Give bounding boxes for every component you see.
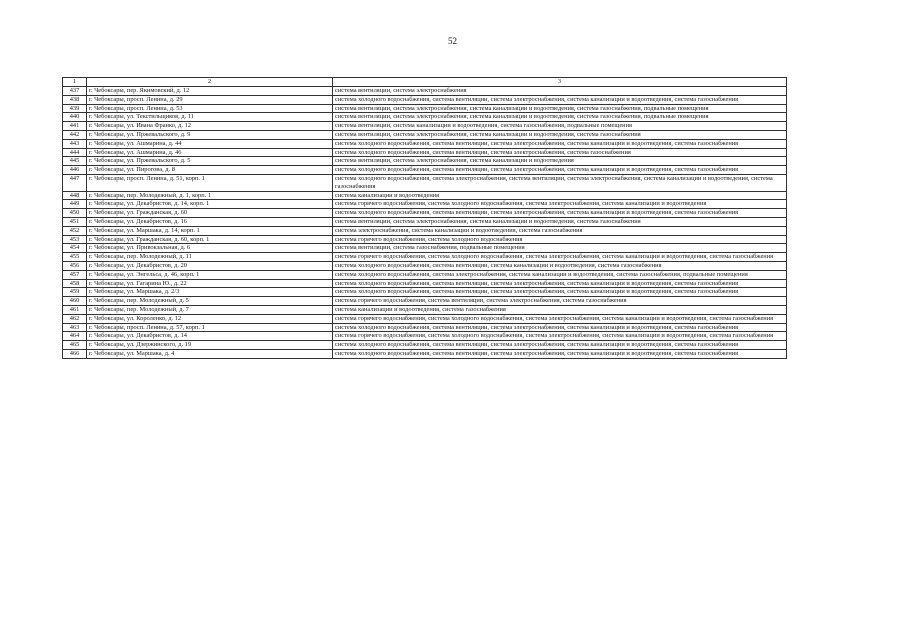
row-address: г. Чебоксары, просп. Ленина, д. 29 [87,95,333,104]
row-systems: система холодного водоснабжения, система вентиляции, система электроснабжения, система канализации и водоотведения, система газоснабжения [333,323,787,332]
row-address: г. Чебоксары, просп. Ленина, д. 53 [87,104,333,113]
row-systems: система канализации и водоотведения, система газоснабжения [333,305,787,314]
row-address: г. Чебоксары, ул. Энгельса, д. 46, корп. 1 [87,270,333,279]
row-number: 456 [63,261,87,270]
table-row [63,217,787,226]
row-address: г. Чебоксары, ул. Короленко, д. 12 [87,314,333,323]
row-number: 439 [63,104,87,113]
row-address: г. Чебоксары, ул. Маршака, д. 14, корп. 1 [87,226,333,235]
row-number: 450 [63,209,87,218]
row-number: 458 [63,279,87,288]
row-systems: система вентиляции, система электроснабжения, система канализации и водоотведения [333,157,787,166]
registry-table [62,77,787,359]
row-systems: система электроснабжения, система канализации и водоотведения, система газоснабжения [333,226,787,235]
row-address: г. Чебоксары, ул. Дзержинского, д. 19 [87,341,333,350]
row-address: г. Чебоксары, ул. Гражданская, д. 60, корп. 1 [87,235,333,244]
table-row [63,104,787,113]
table-row [63,297,787,306]
row-systems: система холодного водоснабжения, система вентиляции, система электроснабжения, система канализации и водоотведения, система газоснабжения [333,279,787,288]
table-row [63,314,787,323]
row-number: 438 [63,95,87,104]
row-address: г. Чебоксары, ул. Декабристов, д. 20 [87,261,333,270]
row-systems: система горячего водоснабжения, система холодного водоснабжения, система электроснабжения, система канализации и водоотведения, система газоснабжения [333,253,787,262]
row-number: 463 [63,323,87,332]
row-systems: система вентиляции, система электроснабжения, система канализации и водоотведения, система газоснабжения, подвальные помещения [333,113,787,122]
row-number: 452 [63,226,87,235]
table-row [63,270,787,279]
row-systems: система канализации и водоотведения [333,191,787,200]
row-systems: система холодного водоснабжения, система вентиляции, система электроснабжения, система газоснабжения [333,148,787,157]
row-address: г. Чебоксары, ул. Пржевальского, д. 9 [87,130,333,139]
row-address: г. Чебоксары, ул. Декабристов, д. 14 [87,332,333,341]
table-row [63,279,787,288]
row-number: 443 [63,139,87,148]
table-row [63,130,787,139]
row-address: г. Чебоксары, пер. Молодежный, д. 5 [87,297,333,306]
row-number: 440 [63,113,87,122]
row-address: г. Чебоксары, ул. Гражданская, д. 60 [87,209,333,218]
row-systems: система вентиляции, система электроснабжения, система канализации и водоотведения, система газоснабжения, подвальные помещения [333,104,787,113]
row-systems: система горячего водоснабжения, система холодного водоснабжения [333,235,787,244]
row-systems: система холодного водоснабжения, система вентиляции, система электроснабжения, система канализации и водоотведения, система газоснабжения [333,139,787,148]
row-systems: система холодного водоснабжения, система вентиляции, система электроснабжения, система канализации и водоотведения, система газоснабжения [333,349,787,358]
row-address: г. Чебоксары, пер. Молодежный, д. 11 [87,253,333,262]
row-number: 457 [63,270,87,279]
row-address: г. Чебоксары, ул. Гагарина Ю., д. 22 [87,279,333,288]
row-number: 445 [63,157,87,166]
row-address: г. Чебоксары, ул. Привокзальная, д. 6 [87,244,333,253]
row-number: 448 [63,191,87,200]
row-number: 444 [63,148,87,157]
row-number: 460 [63,297,87,306]
table-row [63,209,787,218]
table-row [63,122,787,131]
row-address: г. Чебоксары, ул. Декабристов, д. 16 [87,217,333,226]
table-row [63,323,787,332]
row-systems: система холодного водоснабжения, система вентиляции, система электроснабжения, система канализации и водоотведения, система газоснабжения [333,341,787,350]
row-systems: система холодного водоснабжения, система вентиляции, система канализации и водоотведения, система газоснабжения [333,261,787,270]
row-number: 446 [63,166,87,175]
column-header-number: 1 [63,78,87,87]
row-address: г. Чебоксары, ул. Декабристов, д. 14, корп. 1 [87,200,333,209]
row-number: 466 [63,349,87,358]
row-number: 464 [63,332,87,341]
page-number: 52 [448,36,457,46]
table-row [63,288,787,297]
row-systems: система холодного водоснабжения, система вентиляции, система электроснабжения, система канализации и водоотведения, система газоснабжения [333,166,787,175]
row-number: 462 [63,314,87,323]
table-row [63,349,787,358]
row-address: г. Чебоксары, ул. Маршака, д. 2/3 [87,288,333,297]
row-systems: система горячего водоснабжения, система вентиляции, система электроснабжения, система газоснабжения [333,297,787,306]
row-number: 437 [63,87,87,96]
row-address: г. Чебоксары, ул. Пирогова, д. 8 [87,166,333,175]
table-row [63,95,787,104]
table-row [63,341,787,350]
row-number: 451 [63,217,87,226]
row-systems: система вентиляции, система электроснабжения, система канализации и водоотведения, система газоснабжения [333,130,787,139]
column-header-address: 2 [87,78,333,87]
table-header [63,78,787,87]
table-row [63,226,787,235]
row-systems: система горячего водоснабжения, система холодного водоснабжения, система электроснабжения, система канализации и водоотведения, система газоснабжения [333,332,787,341]
table-row [63,261,787,270]
header-row [63,78,787,87]
row-address: г. Чебоксары, ул. Маршака, д. 4 [87,349,333,358]
row-address: г. Чебоксары, просп. Ленина, д. 51, корп. 1 [87,174,333,191]
row-systems: система вентиляции, система электроснабжения, система канализации и водоотведения, система газоснабжения [333,217,787,226]
row-address: г. Чебоксары, ул. Пржевальского, д. 5 [87,157,333,166]
row-number: 461 [63,305,87,314]
row-number: 447 [63,174,87,191]
table-row [63,191,787,200]
row-number: 455 [63,253,87,262]
table-row [63,113,787,122]
table-row [63,157,787,166]
table-row [63,200,787,209]
row-address: г. Чебоксары, ул. Ашмарина, д. 46 [87,148,333,157]
row-systems: система холодного водоснабжения, система электроснабжения, система вентиляции, система электроснабжения, система канализации и водоотведения, система газоснабжения [333,174,787,191]
row-address: г. Чебоксары, ул. Ивана Франко, д. 12 [87,122,333,131]
row-address: г. Чебоксары, ул. Ашмарина, д. 44 [87,139,333,148]
row-number: 441 [63,122,87,131]
row-number: 453 [63,235,87,244]
row-address: г. Чебоксары, ул. Текстильщиков, д. 11 [87,113,333,122]
row-address: г. Чебоксары, пер. Молодежный, д. 7 [87,305,333,314]
table-row [63,244,787,253]
row-systems: система горячего водоснабжения, система холодного водоснабжения, система электроснабжения, система канализации и водоотведения [333,200,787,209]
table-row [63,305,787,314]
table-row [63,253,787,262]
table-row [63,235,787,244]
table-body [63,87,787,359]
table-row [63,148,787,157]
row-systems: система вентиляции, система газоснабжения, подвальные помещения [333,244,787,253]
row-systems: система вентиляции, система электроснабжения [333,87,787,96]
table-row [63,139,787,148]
table-row [63,166,787,175]
table-row [63,332,787,341]
row-address: г. Чебоксары, пер. Якимовский, д. 12 [87,87,333,96]
row-systems: система холодного водоснабжения, система электроснабжения, система канализации и водоотведения, система газоснабжения, подвальные помещения [333,270,787,279]
row-address: г. Чебоксары, просп. Ленина, д. 57, корп. 1 [87,323,333,332]
table-row [63,87,787,96]
column-header-systems: 3 [333,78,787,87]
row-number: 442 [63,130,87,139]
row-number: 465 [63,341,87,350]
row-number: 454 [63,244,87,253]
row-systems: система вентиляции, система канализации и водоотведения, система газоснабжения, подвальные помещения [333,122,787,131]
row-address: г. Чебоксары, пер. Молодежный, д. 1, корп. 1 [87,191,333,200]
row-systems: система холодного водоснабжения, система вентиляции, система электроснабжения, система канализации и водоотведения, система газоснабжения [333,95,787,104]
table-row [63,174,787,191]
row-systems: система холодного водоснабжения, система вентиляции, система электроснабжения, система канализации и водоотведения, система газоснабжения [333,209,787,218]
row-number: 449 [63,200,87,209]
row-systems: система холодного водоснабжения, система вентиляции, система электроснабжения, система канализации и водоотведения, система газоснабжения [333,288,787,297]
row-systems: система горячего водоснабжения, система холодного водоснабжения, система электроснабжения, система канализации и водоотведения, система газоснабжения [333,314,787,323]
row-number: 459 [63,288,87,297]
